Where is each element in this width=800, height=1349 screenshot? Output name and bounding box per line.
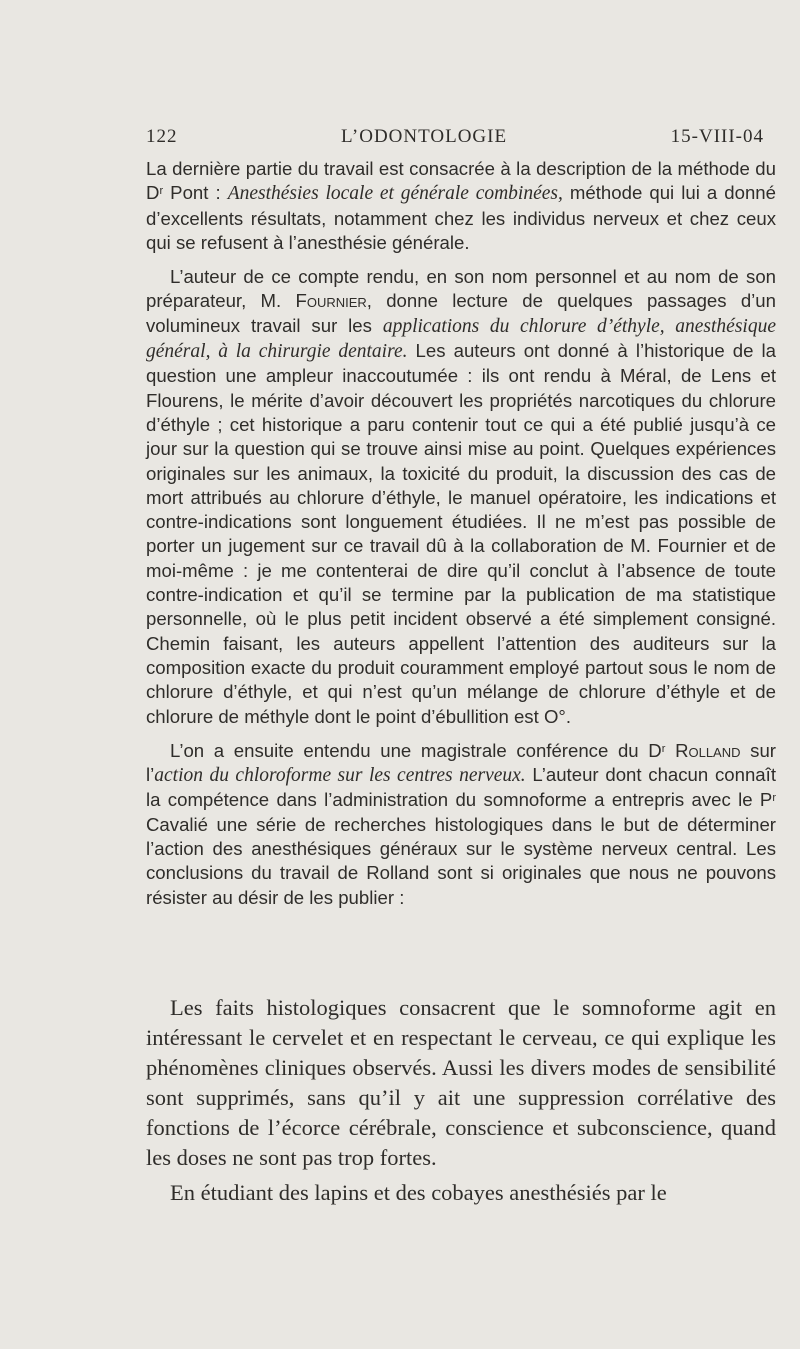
italic-title: action du chloroforme sur les centres nerveux.: [154, 765, 526, 787]
italic-title: applications du chlorure d’éthyle, anesthésique général, à la chirurgie dentaire.: [146, 315, 776, 363]
paragraph-1: [146, 157, 776, 255]
text-run: L’on a ensuite entendu une magistrale conférence du D: [170, 739, 662, 761]
italic-title: Anesthésies locale et générale combinées,: [227, 183, 563, 205]
quote-paragraph-2: En étudiant des lapins et des cobayes anesthésiés par le: [170, 1180, 667, 1205]
journal-title: L’ODONTOLOGIE: [341, 126, 508, 147]
text-run: méthode qui lui a donné d’excellents résultats, notamment chez les individus nerveux et chez ceux qui se refusent à l’anesthésie générale.: [146, 182, 776, 253]
text-run: Cavalié une série de recherches histologiques dans le but de déterminer l’action des anesthésiques généraux sur le système nerveux central. Les conclusions du travail de Rolland sont si originales que nous ne pouvons résister au désir de les publier :: [146, 813, 776, 908]
quote-paragraph-1: Les faits histologiques consacrent que le somnoforme agit en intéressant le cervelet et en respectant le cerveau, ce qui explique les phénomènes cliniques observés. Aussi les divers modes de sensibilité sont supprimés, sans qu’il y ait une suppression corrélative des fonctions de l’écorce cérébrale, conscience et subconscience, quand les doses ne sont pas trop fortes.: [146, 995, 776, 1170]
superscript: r: [661, 742, 666, 755]
body-text: [146, 157, 776, 910]
paragraph-3: [146, 739, 776, 910]
block-quote: [146, 993, 776, 1208]
text-run: , donne lecture de quelques passages d’un volumineux travail sur les: [146, 290, 776, 336]
issue-date: 15-VIII-04: [670, 126, 764, 147]
text-run: sur l’: [146, 739, 776, 786]
author-name: Rolland: [675, 739, 741, 761]
text-run: La dernière partie du travail est consacrée à la description de la méthode du D: [146, 158, 776, 204]
superscript: r: [772, 792, 776, 805]
text-run: [665, 740, 675, 761]
running-header: [146, 126, 764, 148]
text-run: Les auteurs ont donné à l’historique de la question une ampleur inaccoutumée : ils ont rendu à Méral, de Lens et Flourens, le mérite d’avoir découvert les propriétés narcotiques du chlorure d’éthyle ; cet historique a paru contenir tout ce qui a été publié jusqu’à ce jour sur la question qui se trouve ainsi mise au point. Quelques expériences originales sur les animaux, la toxicité du produit, la discussion des cas de mort attribués au chlorure d’éthyle, le manuel opératoire, les indications et contre-indications sont longuement étudiées. Il ne m’est pas possible de porter un jugement sur ce travail dû à la collaboration de M. Fournier et de moi-même : je me contenterai de dire qu’il conclut à l’absence de toute contre-indication et qu’il se termine par la publication de ma statistique personnelle, où le plus petit incident observé a été simplement consigné. Chemin faisant, les auteurs appellent l’attention des auditeurs sur la composition exacte du produit couramment employé partout sous le nom de chlorure d’éthyle, et qui n’est qu’un mélange de chlorure d’éthyle et de chlorure de méthyle dont le point d’ébullition est O°.: [146, 340, 777, 727]
superscript: r: [159, 185, 164, 198]
page-number: 122: [146, 126, 178, 147]
text-run: Pont :: [163, 182, 228, 204]
text-run: L’auteur dont chacun connaît la compétence dans l’administration du somnoforme a entrepris avec le P: [146, 764, 776, 811]
paragraph-2: [146, 265, 776, 729]
author-name: Fournier: [295, 290, 367, 312]
text-run: L’auteur de ce compte rendu, en son nom personnel et au nom de son préparateur, M.: [146, 266, 776, 312]
